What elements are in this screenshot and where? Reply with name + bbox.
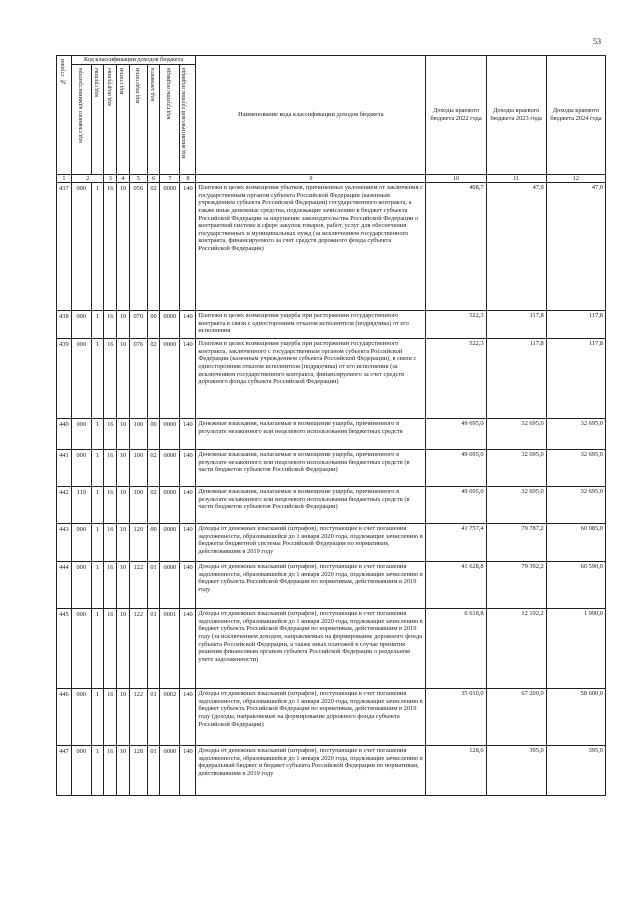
revenue-value-cell: 32 695,0 (546, 419, 605, 450)
code-cell: 01 (147, 746, 160, 796)
table-row (57, 689, 606, 746)
code-cell: 140 (180, 339, 196, 419)
code-header: код группы (91, 65, 104, 175)
code-cell: 01 (147, 562, 160, 609)
code-cell: 10 (117, 562, 130, 609)
revenue-value-cell: 117,8 (546, 339, 605, 419)
revenue-value-cell: 117,8 (486, 311, 546, 339)
code-cell: 16 (104, 419, 117, 450)
revenue-value-cell: 47,0 (546, 183, 605, 311)
code-cell: 000 (71, 339, 91, 419)
revenue-value-cell: 41 628,8 (426, 562, 486, 609)
code-cell: 0000 (160, 487, 180, 524)
table-row (57, 311, 606, 339)
code-cell: 140 (180, 746, 196, 796)
revenue-value-cell: 49 695,0 (426, 419, 486, 450)
code-cell: 16 (104, 689, 117, 746)
code-cell: 000 (71, 562, 91, 609)
code-cell: 140 (180, 183, 196, 311)
code-cell: 1 (91, 487, 104, 524)
revenue-value-cell: 41 757,4 (426, 524, 486, 562)
code-cell: 000 (71, 450, 91, 487)
column-number: 11 (486, 175, 546, 183)
code-cell: 1 (91, 746, 104, 796)
code-cell: 0002 (160, 689, 180, 746)
revenue-value-cell: 32 695,0 (546, 487, 605, 524)
revenue-value-cell: 60 985,0 (546, 524, 605, 562)
revenue-value-cell: 117,8 (546, 311, 605, 339)
column-number: 3 (104, 175, 117, 183)
row-number-header: № строки (57, 56, 72, 175)
code-cell: 16 (104, 562, 117, 609)
row-number-cell: 443 (57, 524, 72, 562)
column-number: 5 (129, 175, 147, 183)
revenue-value-cell: 117,8 (486, 339, 546, 419)
revenue-value-cell: 32 695,0 (486, 419, 546, 450)
code-cell: 0000 (160, 339, 180, 419)
revenue-value-cell: 522,3 (426, 339, 486, 419)
code-cell: 000 (71, 524, 91, 562)
revenue-name-cell: Платежи в целях возмещения ущерба при расторжении государственного контракта, заключенного с государственным органом субъекта Российской Федерации (казенным учреждением субъекта Российской Федерации), в связи с односторонним отказом исполнителя (подрядчика) от его исполнения (за исключением государственного контракта, финансируемого за счет средств дорожного фонда субъекта Российской Федерации) (196, 339, 426, 419)
code-cell: 10 (117, 419, 130, 450)
code-cell: 122 (129, 562, 147, 609)
revenue-value-cell: 79 392,2 (486, 562, 546, 609)
code-cell: 10 (117, 746, 130, 796)
revenue-value-cell: 1 990,0 (546, 609, 605, 689)
revenue-value-cell: 67 200,0 (486, 689, 546, 746)
code-cell: 10 (117, 339, 130, 419)
row-number-cell: 441 (57, 450, 72, 487)
revenue-name-cell: Доходы от денежных взысканий (штрафов), поступающие в счет погашения задолженности, образовавшейся до 1 января 2020 года, подлежащие зачислению в бюджет субъекта Российской Федерации по нормативам, действовавшим в 2019 году (за исключением доходов, направляемых на формирование дорожного фонда субъекта Российской Федерации, а также иных платежей в случае принятия решения финансовым органом субъекта Российской Федерации о раздельном учете задолженности) (196, 609, 426, 689)
code-cell: 140 (180, 689, 196, 746)
code-cell: 128 (129, 746, 147, 796)
code-cell: 0000 (160, 524, 180, 562)
code-cell: 0000 (160, 746, 180, 796)
page-number: 53 (593, 37, 601, 46)
row-number-cell: 438 (57, 311, 72, 339)
revenue-value-cell: 32 695,0 (486, 487, 546, 524)
code-cell: 01 (147, 609, 160, 689)
code-cell: 00 (147, 524, 160, 562)
code-cell: 10 (117, 524, 130, 562)
code-cell: 000 (71, 419, 91, 450)
revenue-2023-header: Доходы краевого бюджета 2023 года (486, 56, 546, 175)
revenue-name-cell: Денежные взыскания, налагаемые в возмещение ущерба, причиненного в результате незаконного или нецелевого использования бюджетных средств (196, 419, 426, 450)
code-cell: 140 (180, 487, 196, 524)
table-body (57, 183, 606, 796)
code-cell: 0000 (160, 419, 180, 450)
code-header: код статьи (117, 65, 130, 175)
revenue-value-cell: 58 600,0 (546, 689, 605, 746)
code-header: код группы подвида (160, 65, 180, 175)
revenue-value-cell: 49 695,0 (426, 487, 486, 524)
code-cell: 0000 (160, 183, 180, 311)
revenue-value-cell: 128,6 (426, 746, 486, 796)
name-column-header: Наименование кода классификации доходов бюджета (196, 56, 426, 175)
code-cell: 16 (104, 450, 117, 487)
code-cell: 1 (91, 183, 104, 311)
table-row (57, 450, 606, 487)
revenue-value-cell: 395,0 (486, 746, 546, 796)
revenue-value-cell: 60 590,0 (546, 562, 605, 609)
code-cell: 16 (104, 487, 117, 524)
code-cell: 000 (71, 183, 91, 311)
code-cell: 10 (117, 311, 130, 339)
code-cell: 1 (91, 311, 104, 339)
code-cell: 0000 (160, 311, 180, 339)
code-cell: 16 (104, 746, 117, 796)
code-cell: 140 (180, 450, 196, 487)
revenue-name-cell: Денежные взыскания, налагаемые в возмещение ущерба, причиненного в результате незаконного или нецелевого использования бюджетных средств (в части бюджетов субъектов Российской Федерации) (196, 487, 426, 524)
table-row (57, 609, 606, 689)
table-row (57, 524, 606, 562)
code-header: код подгруппы (104, 65, 117, 175)
code-header: код аналитической группы подвида (180, 65, 196, 175)
row-number-cell: 440 (57, 419, 72, 450)
code-cell: 10 (117, 609, 130, 689)
code-cell: 0000 (160, 450, 180, 487)
code-cell: 02 (147, 487, 160, 524)
code-cell: 119 (71, 487, 91, 524)
code-cell: 16 (104, 609, 117, 689)
code-cell: 02 (147, 183, 160, 311)
revenue-value-cell: 47,0 (486, 183, 546, 311)
code-cell: 16 (104, 524, 117, 562)
code-cell: 056 (129, 183, 147, 311)
revenue-name-cell: Доходы от денежных взысканий (штрафов), поступающие в счет погашения задолженности, образовавшейся до 1 января 2020 года, подлежащие зачислению в бюджеты бюджетной системы Российской Федерации по нормативам, действовавшим в 2019 году (196, 524, 426, 562)
table-row (57, 746, 606, 796)
code-cell: 000 (71, 689, 91, 746)
code-cell: 1 (91, 339, 104, 419)
code-cell: 1 (91, 689, 104, 746)
column-number: 1 (57, 175, 72, 183)
code-cell: 10 (117, 487, 130, 524)
column-number: 2 (71, 175, 104, 183)
code-cell: 16 (104, 311, 117, 339)
code-cell: 000 (71, 609, 91, 689)
table-row (57, 419, 606, 450)
row-number-cell: 437 (57, 183, 72, 311)
revenue-value-cell: 35 010,0 (426, 689, 486, 746)
code-cell: 02 (147, 339, 160, 419)
table-row (57, 487, 606, 524)
revenue-value-cell: 49 695,0 (426, 450, 486, 487)
code-cell: 100 (129, 450, 147, 487)
code-header: код подстатьи (129, 65, 147, 175)
column-number: 7 (160, 175, 180, 183)
code-cell: 100 (129, 487, 147, 524)
code-cell: 00 (147, 311, 160, 339)
column-number: 9 (196, 175, 426, 183)
revenue-value-cell: 79 787,2 (486, 524, 546, 562)
code-cell: 01 (147, 689, 160, 746)
code-cell: 000 (71, 311, 91, 339)
revenue-value-cell: 32 695,0 (546, 450, 605, 487)
code-cell: 070 (129, 311, 147, 339)
code-cell: 140 (180, 419, 196, 450)
column-number: 6 (147, 175, 160, 183)
revenue-value-cell: 395,0 (546, 746, 605, 796)
code-cell: 10 (117, 689, 130, 746)
table-row (57, 183, 606, 311)
code-header: код элемента (147, 65, 160, 175)
revenue-value-cell: 12 192,2 (486, 609, 546, 689)
revenue-name-cell: Доходы от денежных взысканий (штрафов), поступающие в счет погашения задолженности, образовавшейся до 1 января 2020 года, подлежащие зачислению в бюджет субъекта Российской Федерации по нормативам, действовавшим в 2019 году (196, 562, 426, 609)
classification-code-header: Код классификации доходов бюджета (71, 56, 196, 65)
code-cell: 1 (91, 419, 104, 450)
column-number: 8 (180, 175, 196, 183)
column-number: 10 (426, 175, 486, 183)
code-cell: 10 (117, 183, 130, 311)
code-cell: 1 (91, 524, 104, 562)
row-number-cell: 447 (57, 746, 72, 796)
revenue-value-cell: 522,3 (426, 311, 486, 339)
revenue-name-cell: Платежи в целях возмещения убытков, причиненных уклонением от заключения с государственным органом субъекта Российской Федерации (казенным учреждением субъекта Российской Федерации) государственного контракта, а также иные денежные средства, подлежащие зачислению в бюджет субъекта Российской Федерации за нарушение законодательства Российской Федерации о контрактной системе в сфере закупок товаров, работ, услуг для обеспечения государственных и муниципальных нужд (за исключением государственного контракта, финансируемого за счет средств дорожного фонда субъекта Российской Федерации) (196, 183, 426, 311)
column-number: 4 (117, 175, 130, 183)
table-row (57, 339, 606, 419)
code-cell: 000 (71, 746, 91, 796)
revenue-name-cell: Доходы от денежных взысканий (штрафов), поступающие в счет погашения задолженности, образовавшейся до 1 января 2020 года, подлежащие зачислению в федеральный бюджет и бюджет субъекта Российской Федерации по нормативам, действовавшим в 2019 году (196, 746, 426, 796)
code-cell: 120 (129, 524, 147, 562)
code-cell: 1 (91, 562, 104, 609)
revenue-value-cell: 6 618,8 (426, 609, 486, 689)
code-cell: 10 (117, 450, 130, 487)
revenue-2024-header: Доходы краевого бюджета 2024 года (546, 56, 605, 175)
code-cell: 140 (180, 524, 196, 562)
code-header: код главного администратора (71, 65, 91, 175)
row-number-cell: 444 (57, 562, 72, 609)
code-cell: 140 (180, 311, 196, 339)
code-cell: 122 (129, 609, 147, 689)
code-cell: 140 (180, 562, 196, 609)
code-cell: 1 (91, 450, 104, 487)
revenue-2022-header: Доходы краевого бюджета 2022 года (426, 56, 486, 175)
code-cell: 00 (147, 419, 160, 450)
code-cell: 140 (180, 609, 196, 689)
code-cell: 076 (129, 339, 147, 419)
table-row (57, 562, 606, 609)
code-cell: 1 (91, 609, 104, 689)
row-number-cell: 439 (57, 339, 72, 419)
row-number-cell: 442 (57, 487, 72, 524)
code-cell: 16 (104, 183, 117, 311)
code-cell: 0000 (160, 562, 180, 609)
revenue-name-cell: Доходы от денежных взысканий (штрафов), поступающие в счет погашения задолженности, образовавшейся до 1 января 2020 года, подлежащие зачислению в бюджет субъекта Российской Федерации по нормативам, действовавшим в 2019 году (доходы, направляемые на формирование дорожного фонда субъекта Российской Федерации) (196, 689, 426, 746)
revenue-value-cell: 408,7 (426, 183, 486, 311)
row-number-cell: 446 (57, 689, 72, 746)
revenue-table (56, 55, 606, 796)
code-cell: 100 (129, 419, 147, 450)
code-cell: 0001 (160, 609, 180, 689)
revenue-name-cell: Денежные взыскания, налагаемые в возмещение ущерба, причиненного в результате незаконного или нецелевого использования бюджетных средств (в части бюджетов субъектов Российской Федерации) (196, 450, 426, 487)
revenue-value-cell: 32 695,0 (486, 450, 546, 487)
revenue-name-cell: Платежи в целях возмещения ущерба при расторжении государственного контракта в связи с односторонним отказом исполнителя (подрядчика) от его исполнения (196, 311, 426, 339)
code-cell: 02 (147, 450, 160, 487)
column-number: 12 (546, 175, 605, 183)
code-cell: 16 (104, 339, 117, 419)
code-cell: 122 (129, 689, 147, 746)
row-number-cell: 445 (57, 609, 72, 689)
